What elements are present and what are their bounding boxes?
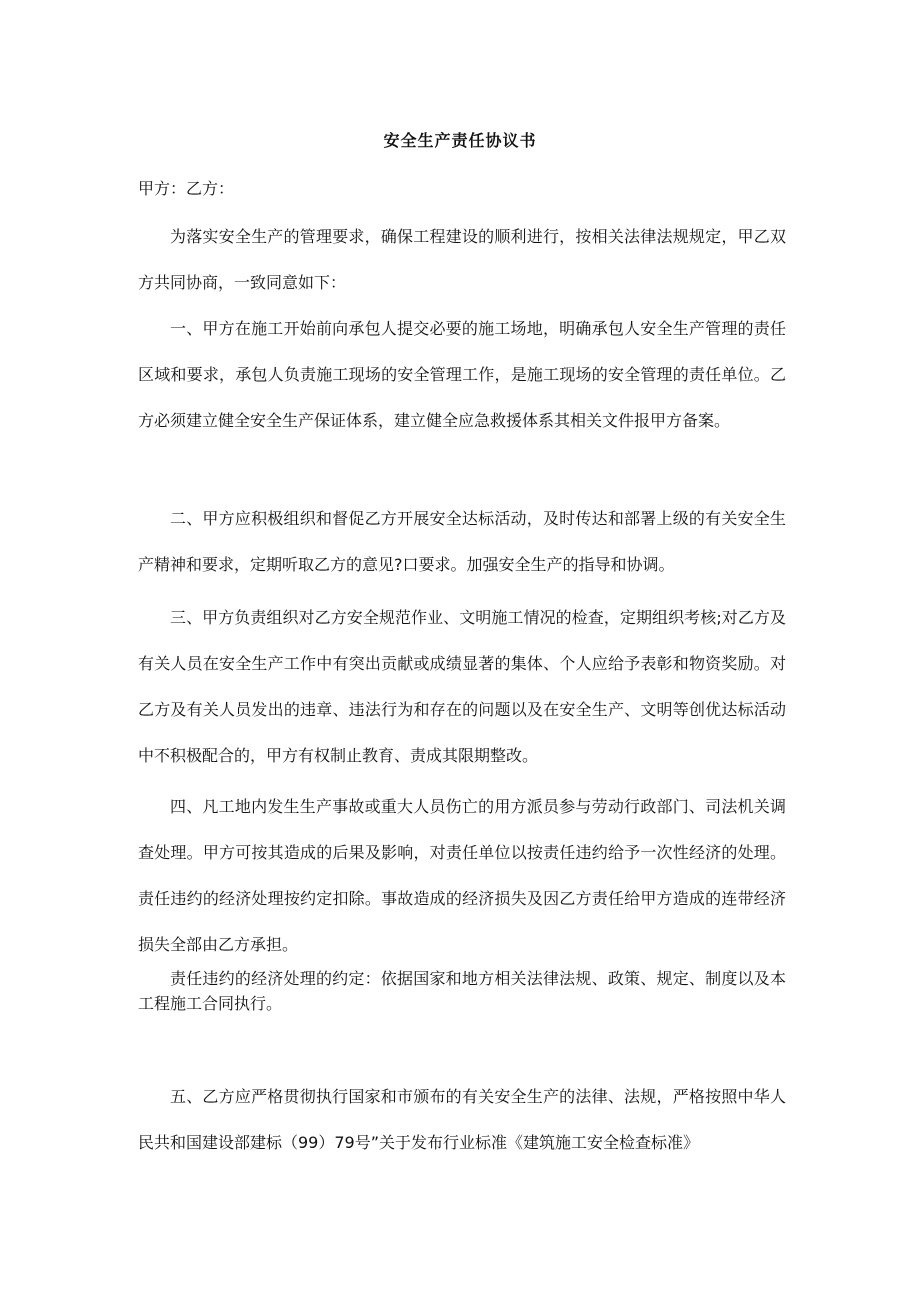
paragraph-item-4: 四、凡工地内发生生产事故或重大人员伤亡的用方派员参与劳动行政部门、司法机关调查处理。甲方可按其造成的后果及影响，对责任单位以按责任违约给予一次性经济的处理。责任违约的经济处理按约定扣除。事故造成的经济损失及因乙方责任给甲方造成的连带经济损失全部由乙方承担。 (138, 797, 786, 954)
paragraph-intro: 为落实安全生产的管理要求，确保工程建设的顺利进行，按相关法律法规规定，甲乙双方共同协商，一致同意如下： (138, 227, 786, 292)
paragraph-item-2: 二、甲方应积极组织和督促乙方开展安全达标活动，及时传达和部署上级的有关安全生产精神和要求，定期听取乙方的意见?口要求。加强安全生产的指导和协调。 (138, 509, 786, 574)
paragraph-item-3: 三、甲方负责组织对乙方安全规范作业、文明施工情况的检查，定期组织考核;对乙方及有关人员在安全生产工作中有突出贡献或成绩显著的集体、个人应给予表彰和物资奖励。对乙方及有关人员发出的违章、违法行为和存在的问题以及在安全生产、文明等创优达标活动中不积极配合的，甲方有权制止教育、责成其限期整改。 (138, 608, 786, 765)
paragraph-item-5: 五、乙方应严格贯彻执行国家和市颁布的有关安全生产的法律、法规，严格按照中华人民共和国建设部建标（99）79号”关于发布行业标准《建筑施工安全检查标准》 (138, 1087, 786, 1152)
parties-line: 甲方：乙方： (138, 179, 235, 198)
document-title: 安全生产责任协议书 (383, 131, 537, 150)
paragraph-breach-terms: 责任违约的经济处理的约定：依据国家和地方相关法律法规、政策、规定、制度以及本工程施工合同执行。 (138, 969, 786, 1013)
paragraph-item-1: 一、甲方在施工开始前向承包人提交必要的施工场地，明确承包人安全生产管理的责任区域和要求，承包人负责施工现场的安全管理工作，是施工现场的安全管理的责任单位。乙方必须建立健全安全生产保证体系，建立健全应急救援体系其相关文件报甲方备案。 (138, 319, 786, 430)
